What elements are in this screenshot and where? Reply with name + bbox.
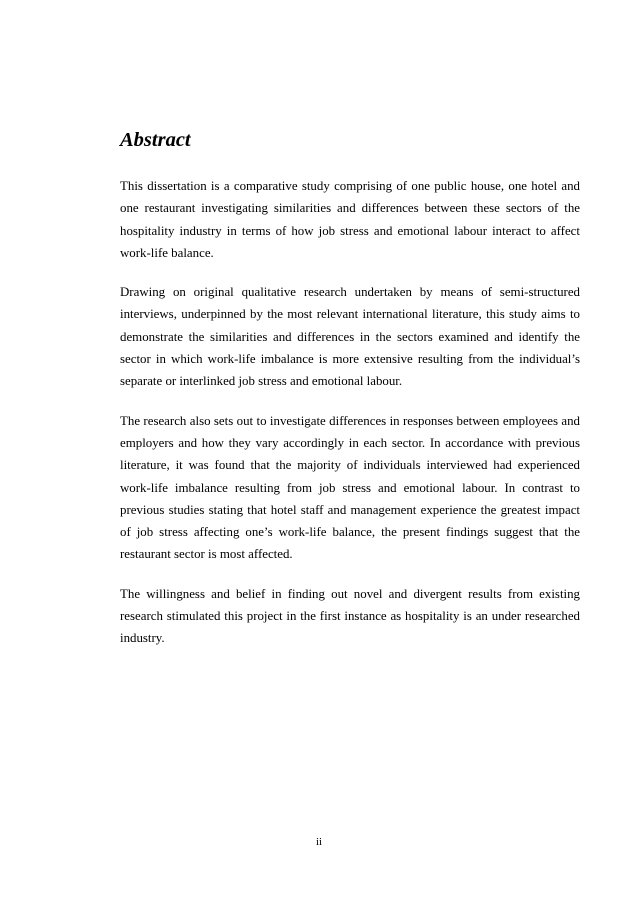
page-number: ii [315,836,323,848]
abstract-body [120,175,580,667]
abstract-paragraph-4: The willingness and belief in finding out novel and divergent results from existing research stimulated this project in the first instance as hospitality is an under researched industry. [120,586,580,646]
abstract-paragraph-3: The research also sets out to investigate differences in responses between employees and employers and how they vary accordingly in each sector. In accordance with previous literature, it was found that the majority of individuals interviewed had experienced work-life imbalance resulting from job stress and emotional labour. In contrast to previous studies stating that hotel staff and management experience the greatest impact of job stress affecting one’s work-life balance, the present findings suggest that the restaurant sector is most affected. [120,413,580,562]
abstract-paragraph-1: This dissertation is a comparative study comprising of one public house, one hotel and one restaurant investigating similarities and differences between these sectors of the hospitality industry in terms of how job stress and emotional labour interact to affect work-life balance. [120,179,580,260]
abstract-paragraph-2: Drawing on original qualitative research undertaken by means of semi-structured interviews, underpinned by the most relevant international literature, this study aims to demonstrate the similarities and differences in the sectors examined and identify the sector in which work-life imbalance is more extensive resulting from the individual’s separate or interlinked job stress and emotional labour. [120,285,580,389]
abstract-heading: Abstract [120,129,191,151]
